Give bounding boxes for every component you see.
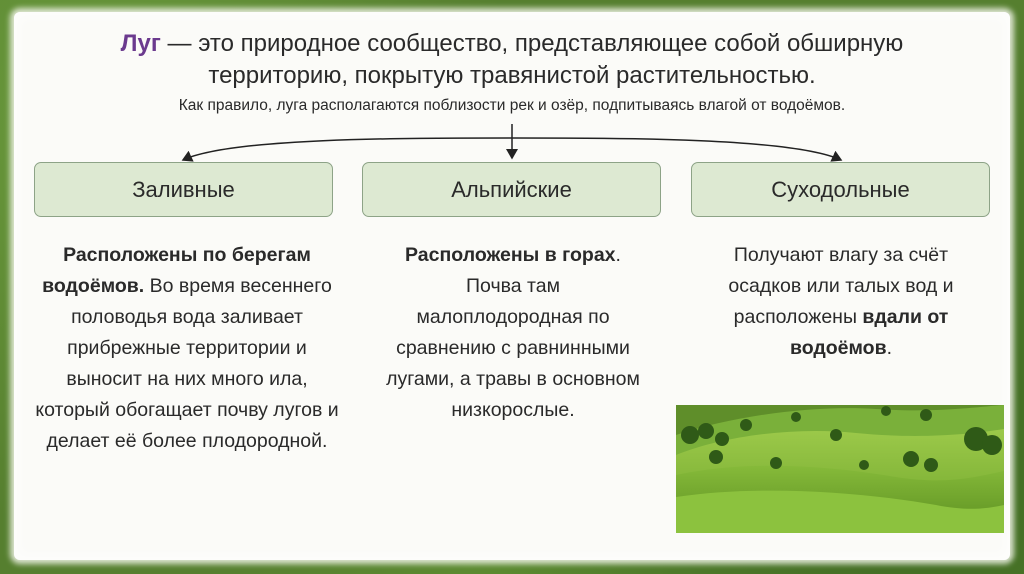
type-label-alpine: Альпийские [451,176,572,202]
title-term: Луг [120,30,161,57]
alpine-description [382,240,644,426]
title-line2: территорию, покрытую травянистой растительностью. [208,62,816,89]
type-box-flood [34,162,333,217]
dry-bold: вдали от водоёмов [789,306,949,359]
dry-description [700,240,982,364]
arrow-right [512,138,841,160]
arrow-left [183,138,512,160]
flood-description [28,240,346,457]
dry-text: Получают влагу за счёт осадков или талых вод и расположены [728,244,954,328]
type-label-flood: Заливные [132,176,235,202]
flood-bold-2: водоёмов. [42,275,145,297]
type-label-dry: Суходольные [771,176,910,202]
flood-text: Во время весеннего половодья вода заливает прибрежные территории и выносит на них много ила, который обогащает почву лугов и делает её более плодородной. [35,275,339,452]
type-box-alpine [362,162,661,217]
title-line1: — это природное сообщество, представляющее собой обширную [160,30,904,57]
alpine-bold: Расположены в горах [405,244,616,266]
type-box-dry [691,162,990,217]
flood-bold-1: Расположены по берегам [63,244,311,266]
dry-end: . [886,337,892,359]
alpine-text: . Почва там малоплодородная по сравнению с равнинными лугами, а травы в основном низкорослые. [386,244,640,421]
slide-subtitle: Как правило, луга располагаются поблизости рек и озёр, подпитываясь влагой от водоёмов. [178,97,846,114]
meadow-photo [676,405,1004,533]
